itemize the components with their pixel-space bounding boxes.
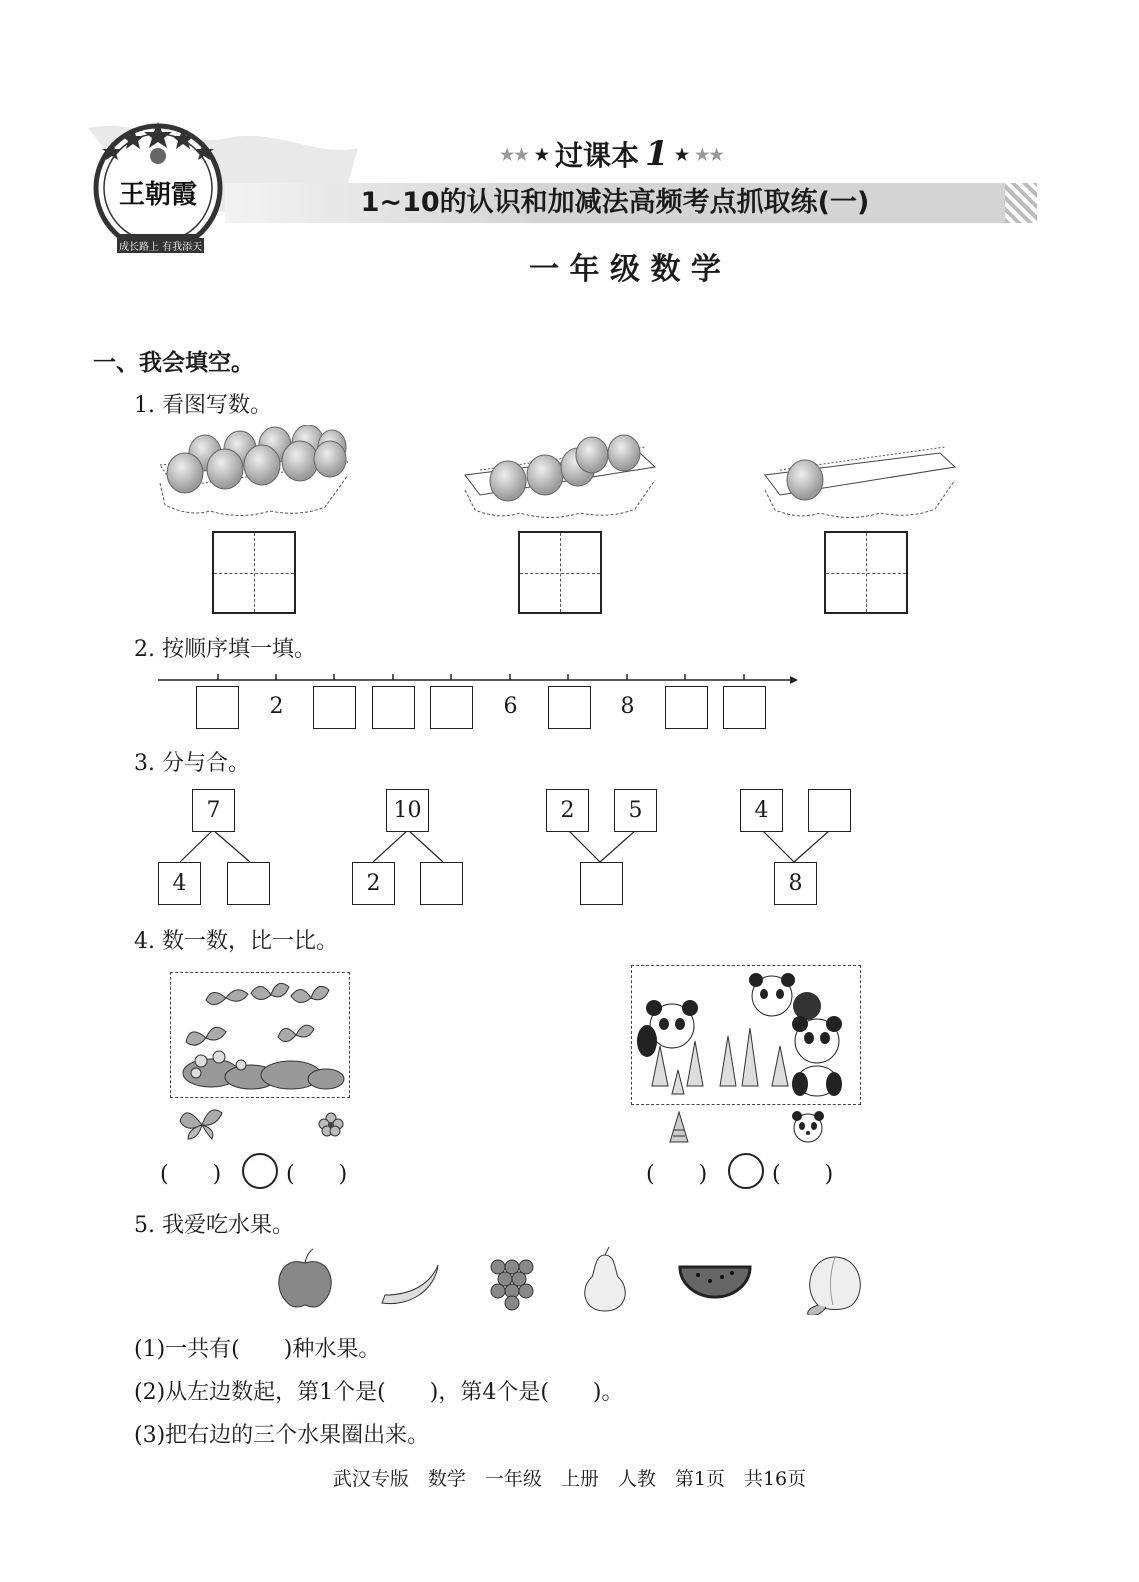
compare-right-blank-2[interactable]: ( )	[772, 1162, 834, 1187]
star-icon: ★★	[695, 144, 724, 164]
series-number: 1	[645, 134, 669, 174]
answer-box[interactable]	[420, 862, 463, 905]
panda-2	[749, 973, 821, 1020]
answer-box[interactable]	[227, 862, 270, 905]
svg-text:王朝霞: 王朝霞	[118, 180, 198, 210]
butterfly-icon	[178, 1103, 226, 1143]
series-label	[500, 134, 724, 174]
number-box: 10	[386, 789, 429, 832]
answer-grid[interactable]	[824, 531, 908, 614]
egg-carton-1	[160, 425, 348, 516]
section-heading: 一、我会填空。	[93, 350, 254, 376]
peach-icon	[808, 1257, 861, 1315]
egg-cartons	[150, 425, 970, 525]
q3-label: 3. 分与合。	[134, 751, 250, 776]
title-bar-pattern	[1005, 183, 1037, 223]
number-line-answer-box[interactable]	[548, 686, 591, 729]
number-line-answer-box[interactable]	[665, 686, 708, 729]
fruit-row	[270, 1245, 870, 1315]
number-line-answer-box[interactable]	[723, 686, 766, 729]
q5-sub1: (1)一共有( )种水果。	[134, 1337, 381, 1362]
number-box: 2	[546, 789, 589, 832]
butterfly-flower-picture	[170, 972, 350, 1098]
bamboo-shoot-icon	[668, 1110, 690, 1144]
q1-label: 1. 看图写数。	[134, 393, 272, 418]
pear-icon	[585, 1247, 625, 1311]
grape-icon	[491, 1260, 533, 1310]
number-box: 4	[740, 789, 783, 832]
egg-carton-2	[465, 435, 655, 518]
star-icon: ★	[674, 144, 690, 164]
q2-label: 2. 按顺序填一填。	[134, 637, 316, 662]
q5-sub3: (3)把右边的三个水果圈出来。	[134, 1423, 430, 1448]
answer-box[interactable]	[580, 862, 623, 905]
number-box: 4	[158, 862, 201, 905]
number-box: 7	[192, 789, 235, 832]
number-box: 5	[614, 789, 657, 832]
compare-right-blank-1[interactable]: ( )	[646, 1162, 708, 1187]
number-line-answer-box[interactable]	[313, 686, 356, 729]
panda-1	[637, 1000, 698, 1057]
watermelon-icon	[680, 1267, 750, 1297]
brand-tagline: 成长路上 有我添天	[117, 238, 204, 253]
compare-circle[interactable]	[728, 1153, 764, 1189]
answer-grid[interactable]	[518, 531, 602, 614]
number-line-number: 8	[620, 694, 635, 719]
panda-bamboo-picture	[631, 965, 861, 1105]
number-box: 2	[352, 862, 395, 905]
compare-left-blank-1[interactable]: ( )	[160, 1162, 222, 1187]
banana-icon	[382, 1265, 438, 1304]
panda-3	[792, 1016, 842, 1096]
answer-box[interactable]	[808, 789, 851, 832]
page-subtitle: 一 年 级 数 学	[529, 252, 721, 287]
apple-icon	[279, 1249, 331, 1307]
answer-grid[interactable]	[212, 531, 296, 614]
flower-icon	[318, 1112, 344, 1138]
compare-left-blank-2[interactable]: ( )	[286, 1162, 348, 1187]
series-name: 过课本	[555, 139, 640, 172]
q4-label: 4. 数一数，比一比。	[134, 929, 338, 954]
page-title: 1~10的认识和加减法高频考点抓取练(一)	[360, 187, 870, 218]
star-icon: ★	[534, 144, 550, 164]
q5-label: 5. 我爱吃水果。	[134, 1213, 294, 1238]
q5-sub2: (2)从左边数起，第1个是( )，第4个是( )。	[134, 1380, 624, 1405]
number-line-answer-box[interactable]	[196, 686, 239, 729]
number-line-number: 2	[269, 694, 284, 719]
number-box: 8	[774, 862, 817, 905]
egg-carton-3	[765, 447, 955, 518]
panda-icon	[790, 1110, 826, 1144]
split-lines	[150, 830, 870, 866]
number-line-answer-box[interactable]	[430, 686, 473, 729]
page-footer: 武汉专版 数学 一年级 上册 人教 第1页 共16页	[332, 1468, 807, 1490]
star-icon: ★★	[500, 144, 529, 164]
number-line-answer-box[interactable]	[372, 686, 415, 729]
compare-circle[interactable]	[242, 1153, 278, 1189]
number-line-number: 6	[503, 694, 518, 719]
